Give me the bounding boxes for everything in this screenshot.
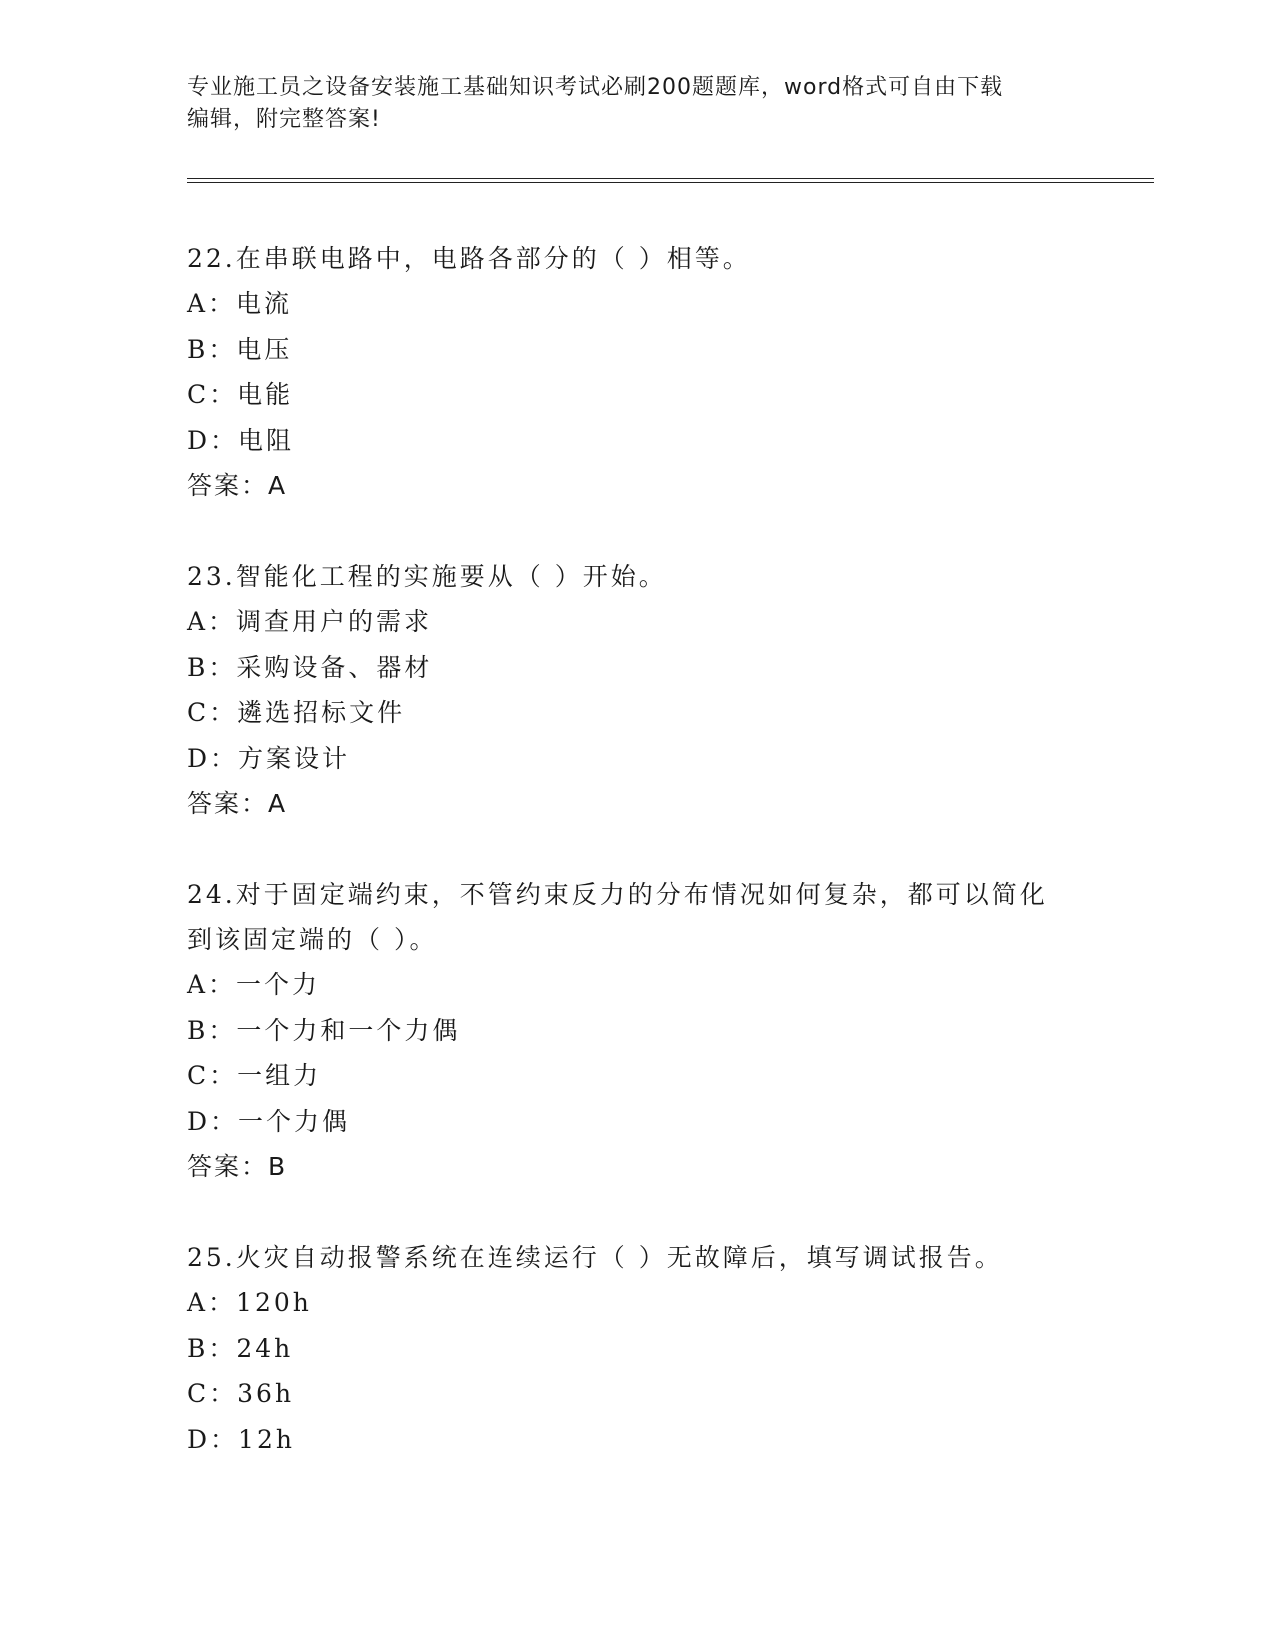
option-c: C：电能	[187, 380, 294, 409]
answer-line: 答案：B	[187, 1152, 288, 1181]
question-stem	[187, 554, 1147, 599]
option-b: B：24h	[187, 1333, 294, 1363]
question-stem	[187, 872, 1147, 962]
option-a: A：一个力	[187, 970, 321, 999]
option-a: A：电流	[187, 289, 293, 318]
option-d: D：电阻	[187, 425, 295, 455]
question-22	[187, 236, 1147, 508]
question-24	[187, 872, 1147, 1189]
question-stem-line: 22.在串联电路中，电路各部分的（ ）相等。	[187, 244, 751, 273]
option-c: C：一组力	[187, 1061, 322, 1090]
option-d: D：方案设计	[187, 743, 351, 773]
answer-line: 答案：A	[187, 789, 288, 818]
option-d: D：一个力偶	[187, 1106, 351, 1136]
option-c: C：遴选招标文件	[187, 698, 406, 727]
document-header	[187, 72, 1067, 136]
question-stem	[187, 1235, 1147, 1280]
option-b: B：采购设备、器材	[187, 652, 433, 682]
question-25	[187, 1235, 1147, 1462]
question-stem-line: 23.智能化工程的实施要从（ ）开始。	[187, 562, 667, 591]
option-b: B：一个力和一个力偶	[187, 1015, 461, 1045]
header-title-line-2: 编辑，附完整答案!	[187, 107, 381, 132]
option-b: B：电压	[187, 334, 293, 364]
option-d: D：12h	[187, 1424, 295, 1454]
option-c: C：36h	[187, 1379, 295, 1408]
header-divider-top	[187, 178, 1154, 179]
question-list	[187, 236, 1147, 1508]
option-a: A：调查用户的需求	[187, 607, 433, 636]
header-divider-bottom	[187, 182, 1154, 183]
question-stem	[187, 236, 1147, 281]
question-stem-line: 到该固定端的（ ）。	[187, 925, 438, 954]
option-a: A：120h	[187, 1288, 312, 1317]
answer-line: 答案：A	[187, 471, 288, 500]
question-stem-line: 24.对于固定端约束，不管约束反力的分布情况如何复杂，都可以简化	[187, 880, 1048, 909]
question-stem-line: 25.火灾自动报警系统在连续运行（ ）无故障后，填写调试报告。	[187, 1243, 1003, 1272]
question-23	[187, 554, 1147, 826]
header-title-line-1: 专业施工员之设备安装施工基础知识考试必刷200题题库，word格式可自由下载	[187, 75, 1004, 100]
